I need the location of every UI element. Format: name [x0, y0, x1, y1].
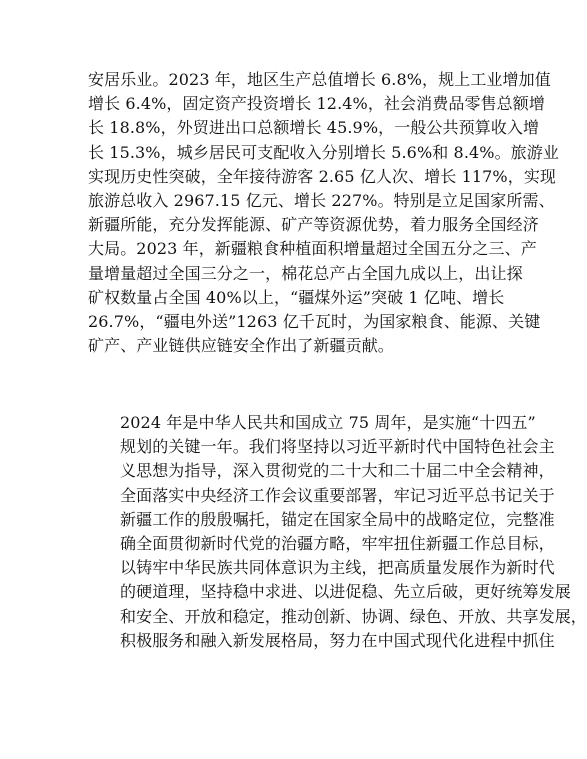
text-line: 安居乐业。2023 年，地区生产总值增长 6.8%，规上工业增加值 [88, 70, 551, 89]
text-line: 长 18.8%，外贸进出口总额增长 45.9%，一般公共预算收入增 [88, 118, 540, 138]
text-line: 增长 6.4%，固定资产投资增长 12.4%，社会消费品零售总额增 [88, 94, 545, 114]
text-line: 全面落实中央经济工作会议重要部署，牢记习近平总书记关于 [120, 485, 555, 505]
text-line: 以铸牢中华民族共同体意识为主线，把高质量发展作为新时代 [120, 558, 555, 578]
text-line: 和安全、开放和稳定，推动创新、协调、绿色、开放、共享发展， [120, 606, 587, 626]
text-line: 新疆工作的殷殷嘱托，锚定在国家全局中的战略定位，完整准 [120, 509, 555, 529]
paragraph-2024-plan [88, 411, 587, 653]
text-line: 长 15.3%，城乡居民可支配收入分别增长 5.6%和 8.4%。旅游业 [88, 142, 559, 162]
text-line: 矿产、产业链供应链安全作出了新疆贡献。 [88, 336, 394, 356]
text-line: 矿权数量占全国 40%以上，“疆煤外运”突破 1 亿吨、增长 [88, 287, 505, 307]
text-line: 的硬道理，坚持稳中求进、以进促稳、先立后破，更好统筹发展 [120, 582, 571, 602]
text-line: 量增量超过全国三分之一，棉花总产占全国九成以上，出让探 [88, 263, 523, 283]
text-line: 义思想为指导，深入贯彻党的二十大和二十届二中全会精神， [120, 461, 555, 481]
text-line: 2024 年是中华人民共和国成立 75 周年，是实施“十四五” [120, 413, 536, 432]
text-line: 积极服务和融入新发展格局，努力在中国式现代化进程中抓住 [120, 630, 555, 650]
text-line: 大局。2023 年，新疆粮食种植面积增量超过全国五分之三、产 [88, 239, 537, 259]
text-line: 26.7%，“疆电外送”1263 亿千瓦时，为国家粮食、能源、关键 [88, 312, 541, 332]
paragraph-economic-results [88, 68, 559, 358]
text-line: 新疆所能，充分发挥能源、矿产等资源优势，着力服务全国经济 [88, 215, 539, 235]
text-line: 旅游总收入 2967.15 亿元、增长 227%。特别是立足国家所需、 [88, 191, 555, 211]
text-line: 确全面贯彻新时代党的治疆方略，牢牢扭住新疆工作总目标， [120, 534, 555, 554]
text-line: 实现历史性突破，全年接待游客 2.65 亿人次、增长 117%，实现 [88, 166, 557, 186]
text-line: 规划的关键一年。我们将坚持以习近平新时代中国特色社会主 [120, 437, 555, 457]
